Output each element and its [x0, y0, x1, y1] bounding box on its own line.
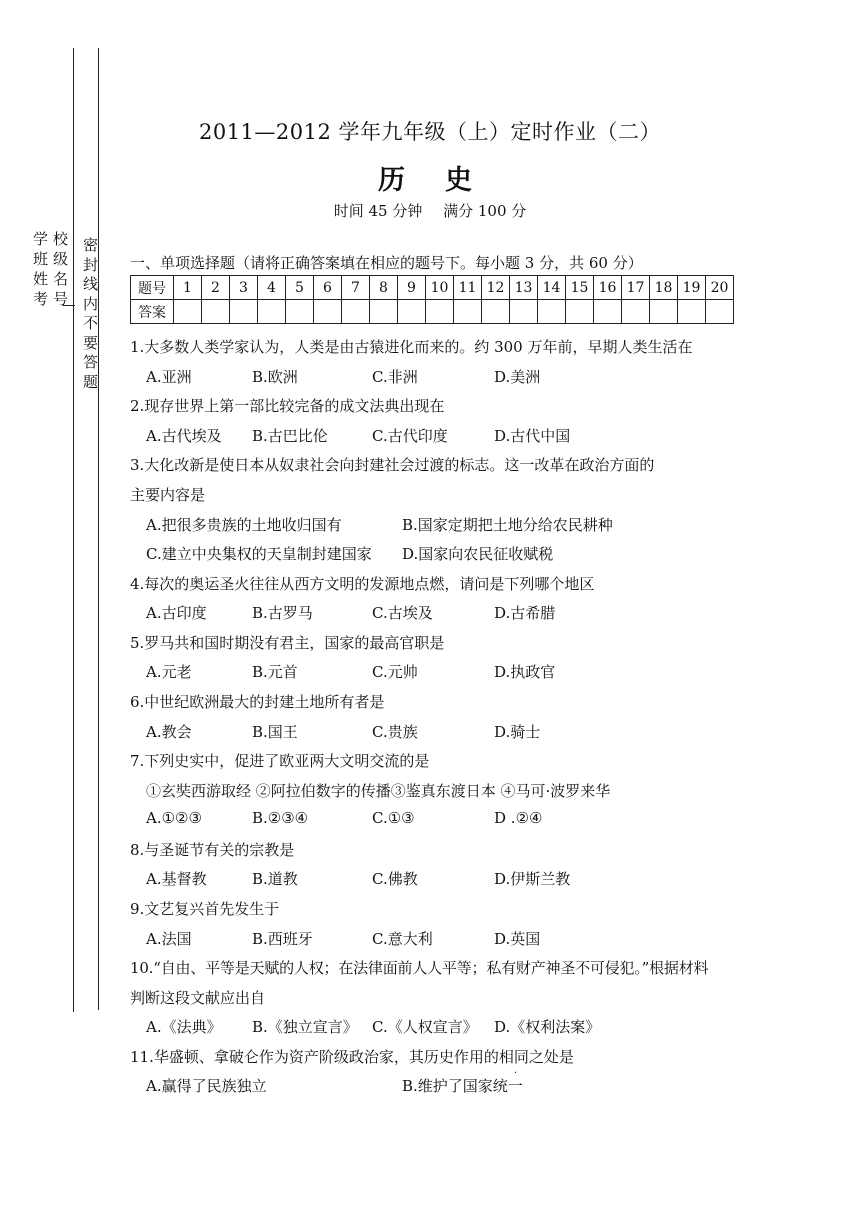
- answer-cell[interactable]: [482, 300, 510, 324]
- question-number-cell: 2: [202, 276, 230, 300]
- option-a: A.①②③: [146, 809, 202, 827]
- option-a: A.《法典》: [146, 1018, 222, 1036]
- table-row-answers: [131, 300, 734, 324]
- question-number-cell: 1: [174, 276, 202, 300]
- option-c: C.建立中央集权的天皇制封建国家: [146, 545, 372, 563]
- sidebar-col-b: 校级名号: [53, 230, 69, 308]
- option-b: B.维护了国家统一: [402, 1077, 523, 1095]
- option-c: C.古埃及: [372, 604, 433, 622]
- answer-cell[interactable]: [594, 300, 622, 324]
- question-stem: 3.大化改新是使日本从奴隶社会向封建社会过渡的标志。这一改革在政治方面的: [130, 456, 655, 474]
- exam-meta: [0, 200, 860, 221]
- answer-cell[interactable]: [706, 300, 734, 324]
- question-stem-part: 11.华盛顿、拿破仑作为资产阶级政治家，其历史作用的: [130, 1048, 499, 1066]
- question-number-cell: 18: [650, 276, 678, 300]
- option-b: B.《独立宣言》: [252, 1018, 358, 1036]
- question-number-cell: 15: [566, 276, 594, 300]
- option-b: B.国家定期把土地分给农民耕种: [402, 516, 613, 534]
- question-number-cell: 11: [454, 276, 482, 300]
- question-stem: [130, 1046, 574, 1067]
- subject-title: 历史: [378, 165, 512, 196]
- option-a: A.基督教: [146, 870, 207, 888]
- option-a: A.古代埃及: [146, 427, 222, 445]
- question-number-cell: 4: [258, 276, 286, 300]
- answer-cell[interactable]: [622, 300, 650, 324]
- answer-cell[interactable]: [510, 300, 538, 324]
- answer-cell[interactable]: [314, 300, 342, 324]
- option-a: A.赢得了民族独立: [146, 1077, 267, 1095]
- option-a: A.元老: [146, 663, 192, 681]
- question-stem: 9.文艺复兴首先发生于: [130, 900, 280, 918]
- option-c: C.意大利: [372, 930, 433, 948]
- option-a: A.古印度: [146, 604, 207, 622]
- option-b: B.欧洲: [252, 368, 298, 386]
- answer-cell[interactable]: [538, 300, 566, 324]
- option-d: D.执政官: [494, 663, 556, 681]
- option-b: B.道教: [252, 870, 298, 888]
- option-b: B.西班牙: [252, 930, 313, 948]
- option-d: D.英国: [494, 930, 541, 948]
- option-b: B.古巴比伦: [252, 427, 328, 445]
- option-d: D.骑士: [494, 723, 541, 741]
- question-number-cell: 6: [314, 276, 342, 300]
- option-d: D .②④: [494, 809, 543, 827]
- exam-time: 时间 45 分钟: [333, 202, 423, 220]
- question-number-cell: 16: [594, 276, 622, 300]
- exam-score: 满分 100 分: [443, 202, 527, 220]
- option-c: C.贵族: [372, 723, 418, 741]
- section-heading: 一、单项选择题（请将正确答案填在相应的题号下。每小题 3 分，共 60 分）: [130, 254, 643, 272]
- option-c: C.古代印度: [372, 427, 448, 445]
- question-stem-continued: ①玄奘西游取经 ②阿拉伯数字的传播③鉴真东渡日本 ④马可·波罗来华: [146, 782, 611, 800]
- question-number-cell: 14: [538, 276, 566, 300]
- question-stem: 4.每次的奥运圣火往往从西方文明的发源地点燃，请问是下列哪个地区: [130, 575, 595, 593]
- sidebar-col-a: 学班姓考: [33, 230, 49, 308]
- option-b: B.古罗马: [252, 604, 313, 622]
- sidebar-underline: [63, 305, 75, 306]
- option-d: D.古代中国: [494, 427, 571, 445]
- question-stem: 8.与圣诞节有关的宗教是: [130, 841, 295, 859]
- question-stem: 6.中世纪欧洲最大的封建土地所有者是: [130, 693, 385, 711]
- option-d: D.古希腊: [494, 604, 556, 622]
- answer-cell[interactable]: [398, 300, 426, 324]
- question-number-cell: 3: [230, 276, 258, 300]
- question-stem-continued: 判断这段文献应出自: [130, 989, 266, 1007]
- option-c: C.元帅: [372, 663, 418, 681]
- option-d: D.《权利法案》: [494, 1018, 601, 1036]
- answer-cell[interactable]: [566, 300, 594, 324]
- question-stem: 5.罗马共和国时期没有君主，国家的最高官职是: [130, 634, 445, 652]
- seal-notice: 密封线内不要答题: [83, 236, 99, 391]
- question-number-cell: 19: [678, 276, 706, 300]
- answer-cell[interactable]: [202, 300, 230, 324]
- exam-title: 2011—2012 学年九年级（上）定时作业（二）: [198, 120, 662, 144]
- answer-cell[interactable]: [230, 300, 258, 324]
- answer-cell[interactable]: [174, 300, 202, 324]
- answer-cell[interactable]: [650, 300, 678, 324]
- option-a: A.法国: [146, 930, 192, 948]
- question-number-cell: 10: [426, 276, 454, 300]
- option-a: A.亚洲: [146, 368, 192, 386]
- answer-cell[interactable]: [370, 300, 398, 324]
- row-label-answer: 答案: [131, 300, 174, 324]
- option-c: C.《人权宣言》: [372, 1018, 478, 1036]
- question-stem: 10.“自由、平等是天赋的人权；在法律面前人人平等；私有财产神圣不可侵犯。”根据材料: [130, 959, 709, 977]
- option-b: B.国王: [252, 723, 298, 741]
- answer-cell[interactable]: [426, 300, 454, 324]
- answer-cell[interactable]: [286, 300, 314, 324]
- answer-table: [130, 275, 734, 324]
- question-number-cell: 9: [398, 276, 426, 300]
- question-number-cell: 12: [482, 276, 510, 300]
- question-number-cell: 20: [706, 276, 734, 300]
- question-number-cell: 8: [370, 276, 398, 300]
- table-row-numbers: [131, 276, 734, 300]
- row-label-number: 题号: [131, 276, 174, 300]
- option-a: A.教会: [146, 723, 192, 741]
- option-c: C.①③: [372, 809, 415, 827]
- question-stem: 2.现存世界上第一部比较完备的成文法典出现在: [130, 397, 445, 415]
- emphasis-text: 相同: [498, 1048, 529, 1066]
- option-d: D.国家向农民征收赋税: [402, 545, 554, 563]
- option-b: B.②③④: [252, 809, 309, 827]
- answer-cell[interactable]: [342, 300, 370, 324]
- answer-cell[interactable]: [258, 300, 286, 324]
- question-stem-part: 之处是: [528, 1048, 574, 1066]
- option-a: A.把很多贵族的土地收归国有: [146, 516, 342, 534]
- question-number-cell: 17: [622, 276, 650, 300]
- option-c: C.佛教: [372, 870, 418, 888]
- question-number-cell: 5: [286, 276, 314, 300]
- question-stem: 1.大多数人类学家认为，人类是由古猿进化而来的。约 300 万年前，早期人类生活在: [130, 338, 693, 356]
- option-c: C.非洲: [372, 368, 418, 386]
- question-number-cell: 7: [342, 276, 370, 300]
- question-stem: 7.下列史实中，促进了欧亚两大文明交流的是: [130, 752, 430, 770]
- option-b: B.元首: [252, 663, 298, 681]
- question-number-cell: 13: [510, 276, 538, 300]
- answer-cell[interactable]: [454, 300, 482, 324]
- answer-cell[interactable]: [678, 300, 706, 324]
- question-stem-continued: 主要内容是: [130, 486, 206, 504]
- option-d: D.美洲: [494, 368, 541, 386]
- option-d: D.伊斯兰教: [494, 870, 571, 888]
